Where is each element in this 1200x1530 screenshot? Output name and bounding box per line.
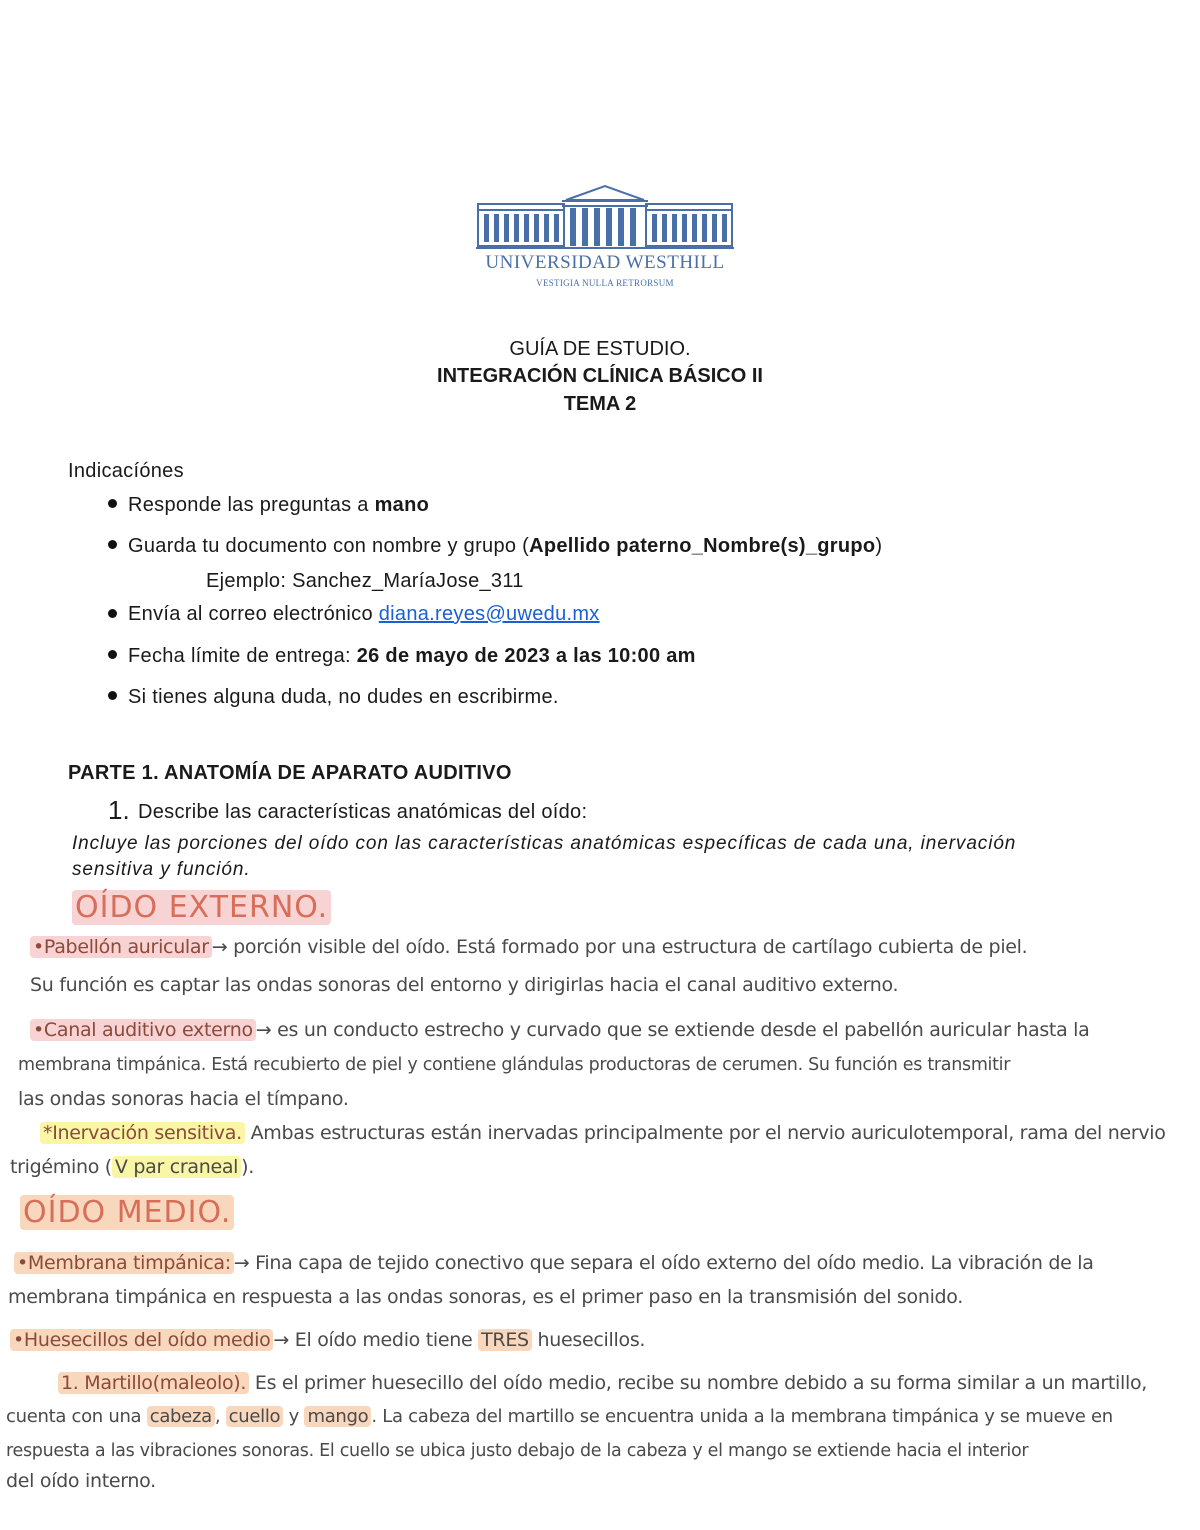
handwritten-text: huesecillos. bbox=[531, 1329, 646, 1351]
handwritten-term: 1. Martillo(maleolo). bbox=[58, 1372, 249, 1394]
bullet-icon bbox=[108, 540, 117, 549]
handwritten-line bbox=[10, 1152, 254, 1182]
handwritten-term: *Inervación sensitiva. bbox=[40, 1122, 245, 1144]
handwritten-term: TRES bbox=[478, 1329, 532, 1351]
handwritten-text: → porción visible del oído. Está formado por una estructura de cartílago cubierta de piel. bbox=[211, 936, 1028, 958]
handwritten-term: •Canal auditivo externo bbox=[30, 1019, 256, 1041]
logo-name: UNIVERSIDAD WESTHILL bbox=[485, 252, 725, 273]
question-note: Incluye las porciones del oído con las características anatómicas específicas de cada una, inervación bbox=[72, 833, 1017, 854]
question-note: sensitiva y función. bbox=[72, 859, 251, 880]
bullet-icon bbox=[108, 691, 117, 700]
instruction-text: Fecha límite de entrega: bbox=[128, 645, 357, 667]
handwritten-text: → es un conducto estrecho y curvado que se extiende desde el pabellón auricular hasta la bbox=[255, 1019, 1090, 1041]
filename-example: Ejemplo: Sanchez_MaríaJose_311 bbox=[206, 570, 524, 592]
instruction-text: Envía al correo electrónico bbox=[128, 603, 379, 625]
handwritten-term: V par craneal bbox=[112, 1156, 241, 1178]
instruction-text: Responde las preguntas a bbox=[128, 494, 375, 516]
handwritten-text: cuenta con una bbox=[6, 1406, 147, 1427]
instruction-text: Guarda tu documento con nombre y grupo ( bbox=[128, 535, 530, 557]
handwritten-line: del oído interno. bbox=[6, 1470, 156, 1492]
instruction-item bbox=[128, 603, 600, 626]
instruction-emphasis: mano bbox=[374, 494, 430, 516]
logo-motto: VESTIGIA NULLA RETRORSUM bbox=[536, 278, 674, 288]
handwritten-line bbox=[30, 932, 1027, 962]
handwritten-heading-external-ear bbox=[72, 890, 331, 925]
heading-text: OÍDO EXTERNO. bbox=[72, 890, 331, 925]
instruction-item: Si tienes alguna duda, no dudes en escribirme. bbox=[128, 686, 559, 708]
question-text: Describe las características anatómicas del oído: bbox=[138, 801, 588, 823]
handwritten-text: , bbox=[214, 1406, 226, 1427]
handwritten-term: •Pabellón auricular bbox=[30, 936, 212, 958]
heading-text: OÍDO MEDIO. bbox=[20, 1195, 234, 1230]
handwritten-line: Su función es captar las ondas sonoras del entorno y dirigirlas hacia el canal auditivo externo. bbox=[30, 974, 899, 996]
handwritten-line: membrana timpánica en respuesta a las ondas sonoras, es el primer paso en la transmisión del sonido. bbox=[8, 1286, 964, 1308]
handwritten-text: Es el primer huesecillo del oído medio, recibe su nombre debido a su forma similar a un martillo, bbox=[249, 1372, 1148, 1394]
instruction-emphasis: Apellido paterno_Nombre(s)_grupo bbox=[529, 535, 876, 557]
question-number: 1. bbox=[108, 795, 130, 825]
handwritten-term: mango bbox=[304, 1406, 371, 1427]
handwritten-term: •Membrana timpánica: bbox=[14, 1252, 234, 1274]
handwritten-heading-middle-ear bbox=[20, 1195, 234, 1230]
instructions-label: Indicacíónes bbox=[68, 460, 184, 482]
handwritten-line bbox=[40, 1118, 1166, 1148]
instruction-item bbox=[128, 645, 696, 668]
handwritten-line bbox=[30, 1015, 1089, 1045]
handwritten-text: trigémino ( bbox=[10, 1156, 112, 1178]
email-link[interactable]: diana.reyes@uwedu.mx bbox=[378, 603, 600, 625]
instruction-text: ) bbox=[875, 535, 883, 557]
instruction-item bbox=[128, 535, 882, 558]
handwritten-line bbox=[6, 1402, 1113, 1432]
handwritten-text: . La cabeza del martillo se encuentra unida a la membrana timpánica y se mueve en bbox=[371, 1406, 1113, 1427]
bullet-icon bbox=[108, 650, 117, 659]
deadline-text: 26 de mayo de 2023 a las 10:00 am bbox=[356, 645, 696, 667]
handwritten-text: → Fina capa de tejido conectivo que separa el oído externo del oído medio. La vibración de la bbox=[233, 1252, 1094, 1274]
handwritten-text: y bbox=[283, 1406, 305, 1427]
handwritten-line bbox=[58, 1368, 1147, 1398]
handwritten-text: ). bbox=[241, 1156, 255, 1178]
handwritten-line bbox=[14, 1248, 1094, 1278]
bullet-icon bbox=[108, 609, 117, 618]
instruction-item bbox=[128, 494, 429, 517]
course-title: INTEGRACIÓN CLÍNICA BÁSICO II bbox=[437, 365, 763, 387]
handwritten-term: cabeza bbox=[147, 1406, 215, 1427]
handwritten-text: Ambas estructuras están inervadas principalmente por el nervio auriculotemporal, rama del nervio bbox=[250, 1122, 1166, 1144]
part1-heading: PARTE 1. ANATOMÍA DE APARATO AUDITIVO bbox=[68, 762, 512, 784]
doc-type-title: GUÍA DE ESTUDIO. bbox=[509, 338, 691, 360]
handwritten-line: las ondas sonoras hacia el tímpano. bbox=[18, 1088, 349, 1110]
topic-title: TEMA 2 bbox=[563, 393, 637, 415]
handwritten-line: respuesta a las vibraciones sonoras. El cuello se ubica justo debajo de la cabeza y el mango se extiende hacia el interior bbox=[6, 1441, 1029, 1461]
university-logo bbox=[474, 182, 736, 292]
handwritten-line: membrana timpánica. Está recubierto de piel y contiene glándulas productoras de cerumen. Su función es transmitir bbox=[18, 1055, 1011, 1075]
building-icon bbox=[474, 182, 736, 252]
bullet-icon bbox=[108, 499, 117, 508]
handwritten-term: •Huesecillos del oído medio bbox=[10, 1329, 273, 1351]
handwritten-term: cuello bbox=[226, 1406, 284, 1427]
handwritten-text: → El oído medio tiene bbox=[273, 1329, 479, 1351]
handwritten-line bbox=[10, 1325, 645, 1355]
